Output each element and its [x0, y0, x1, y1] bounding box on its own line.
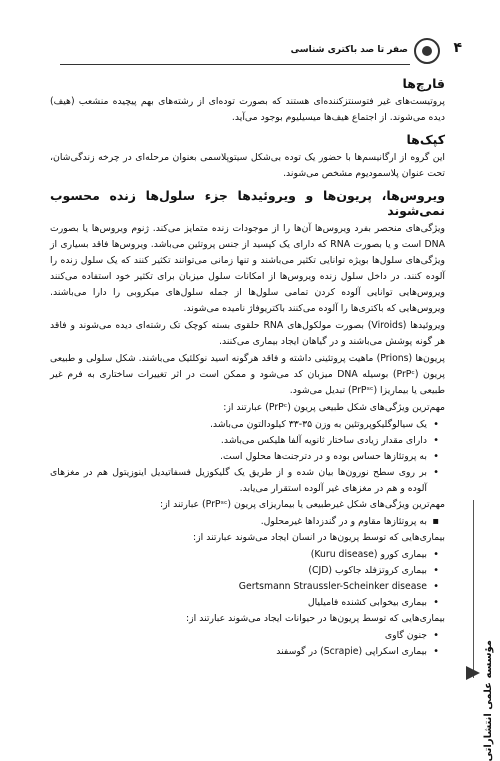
list-item: • بیماری اسکراپی (Scrapie) در گوسفند [50, 644, 427, 660]
side-divider [473, 500, 474, 678]
list-animal-diseases [50, 628, 445, 660]
list-item: • بیماری بیخوابی کشنده فامیلیال [50, 595, 427, 611]
paragraph: پریون‌ها (Prions) ماهیت پروتئینی داشته و فاقد هرگونه اسید نوکلئیک می‌باشند. شکل سلولی و طبیعی پریون (PrPᶜ) بوسیله DNA میزبان کد می‌شود و ممکن است در اثر تغییرات ساختاری به فرم غیر طبیعی یا بیماریزا (PrPˢᶜ) تبدیل می‌شود. [50, 353, 445, 396]
list-item: • دارای مقدار زیادی ساختار ثانویه آلفا هلیکس می‌باشد. [50, 433, 427, 449]
list-item: • Gertsmann Straussler-Scheinker disease [50, 579, 427, 595]
list-item: • بیماری کروتزفلد جاکوب (CJD) [50, 563, 427, 579]
section-heading-viruses: ویروس‌ها، پریون‌ها و ویروئیدها جزء سلول‌ها زنده محسوب نمی‌شوند [50, 188, 445, 218]
publisher-logo-icon [414, 38, 440, 64]
section-heading-molds: کپک‌ها [406, 132, 445, 147]
list-item: • یک سیالوگلیکوپروتئین به وزن ۳۵-۳۳ کیلودالتون می‌باشد. [50, 417, 427, 433]
page-content [50, 70, 445, 660]
list-abnormal-prion [50, 514, 445, 530]
list-item: • بیماری کورو (Kuru disease) [50, 547, 427, 563]
header-divider [60, 64, 410, 65]
list-item: ▪ به پروتئازها مقاوم و در گندزداها غیرمحلول. [50, 514, 427, 530]
list-normal-prion [50, 417, 445, 497]
section-heading-fungi: قارچ‌ها [402, 76, 445, 91]
paragraph: این گروه از ارگانیسم‌ها با حضور یک توده بی‌شکل سیتوپلاسمی بعنوان مرحله‌ای در چرخه زندگی‌شان، تحت عنوان پلاسمودیوم مشخص می‌شوند. [50, 152, 445, 179]
list-item: • جنون گاوی [50, 628, 427, 644]
header-title: صفر تا صد باکتری شناسی [290, 45, 408, 55]
list-item: • بر روی سطح نورون‌ها بیان شده و از طریق یک گلیکوزیل فسفاتیدیل اینوزیتول هم در مغزهای آلوده و هم در مغزهای غیر آلوده استقرار می‌یابد. [50, 465, 427, 497]
paragraph: مهم‌ترین ویژگی‌های شکل طبیعی پریون (PrPᶜ) عبارتند از: [223, 402, 445, 413]
side-label: مؤسسه علمی انتشاراتی [483, 640, 494, 761]
paragraph: ویژگی‌های منحصر بفرد ویروس‌ها آن‌ها را از موجودات زنده متمایز می‌کند. ژنوم ویروس‌ها یا بصورت DNA است و یا بصورت RNA که دارای یک کپسید از جنس پروتئین می‌باشد. ویروس‌ها فاقد بسیاری از ویژگی‌های سلول‌ها بویژه توانایی تکثیر می‌باشند و تنها زمانی می‌توانند تکثیر کنند که یک سلول زنده را آلوده کنند. در داخل سلول زنده ویروس‌ها از امکانات سلول میزبان برای تکثیر خود استفاده می‌کنند ویروس‌هایی توانایی آلوده کردن تمامی سلول‌ها از جمله سلول‌های میکروبی را دارا می‌باشند. ویروس‌هایی که باکتری‌ها را آلوده می‌کنند باکتریوفاژ نامیده می‌شوند. [50, 223, 445, 314]
paragraph: پروتیست‌های غیر فتوسنتزکننده‌ای هستند که بصورت توده‌ای از رشته‌های بهم پیچیده منشعب (هیف) دیده می‌شوند. از اجتماع هیف‌ها میسیلیوم بوجود می‌آید. [50, 96, 445, 123]
paragraph: بیماری‌هایی که توسط پریون‌ها در حیوانات ایجاد می‌شوند عبارتند از: [186, 613, 445, 624]
paragraph: مهم‌ترین ویژگی‌های شکل غیرطبیعی یا بیماریزای پریون (PrPˢᶜ) عبارتند از: [159, 499, 445, 510]
page-number: ۴ [453, 40, 462, 56]
list-item: • به پروتئازها حساس بوده و در دترجنت‌ها محلول است. [50, 449, 427, 465]
paragraph: بیماری‌هایی که توسط پریون‌ها در انسان ایجاد می‌شوند عبارتند از: [193, 532, 445, 543]
list-human-diseases [50, 547, 445, 611]
page-header [60, 38, 470, 66]
paragraph: ویروئیدها (Viroids) بصورت مولکول‌های RNA حلقوی بسته کوچک تک رشته‌ای دیده می‌شوند و فاقد هر گونه پوشش می‌باشند و در گیاهان ایجاد بیماری می‌کنند. [50, 320, 445, 347]
